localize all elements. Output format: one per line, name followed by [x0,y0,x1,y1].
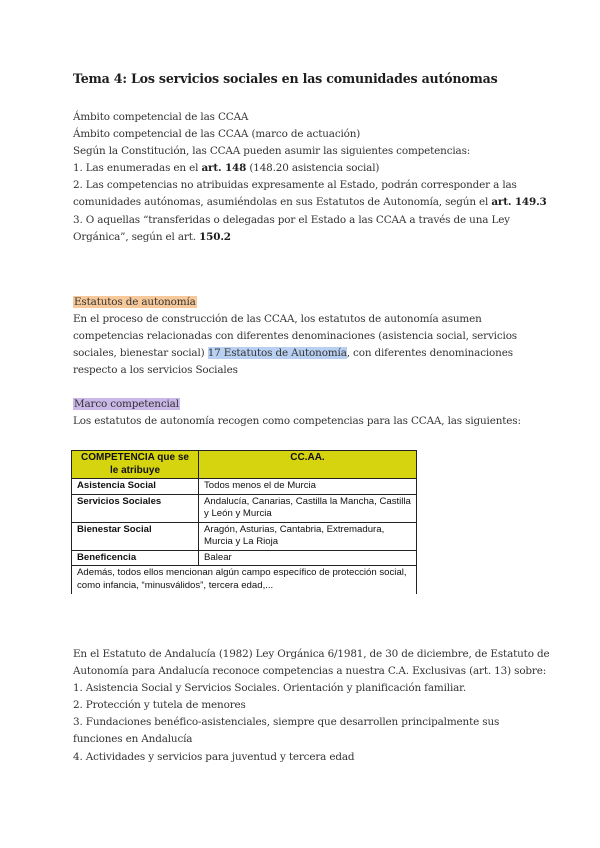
table-header-row [72,451,417,479]
table-row [72,479,417,495]
marco-heading: Marco competencial [74,398,179,410]
ambito-item-1-detail: (148.20 asistencia social) [246,162,380,175]
estatutos-line-1: En el proceso de construcción de las CCAA, los estatutos de autonomía asumen [73,313,482,326]
ambito-section [73,109,547,246]
ambito-item-2b-article: art. 149.3 [491,196,547,209]
ambito-intro: Según la Constitución, las CCAA pueden asumir las siguientes competencias: [73,145,471,158]
ambito-item-2b-text: comunidades autónomas, asumiéndolas en sus Estatutos de Autonomía, según el [73,196,492,209]
estatutos-highlight: 17 Estatutos de Autonomía [207,347,347,360]
estatutos-heading: Estatutos de autonomía [74,296,196,308]
estatutos-line-3-tail: , con diferentes denominaciones [346,347,513,360]
andalucia-item-2: 2. Protección y tutela de menores [73,699,246,712]
table-cell-competencia: Bienestar Social [72,522,199,550]
marco-section [73,396,533,430]
ambito-item-3b [73,229,533,246]
table-cell-competencia: Asistencia Social [72,479,199,495]
ambito-item-3a: 3. O aquellas “transferidas o delegadas por el Estado a las CCAA a través de una Ley [73,213,510,226]
table-row [72,494,417,522]
table-header-ccaa: CC.AA. [199,451,417,479]
ambito-item-2a: 2. Las competencias no atribuidas expresamente al Estado, podrán corresponder a las [73,179,517,192]
estatutos-heading-line [73,294,533,311]
ambito-item-1 [73,160,533,177]
ambito-item-3b-text: Orgánica”, según el art. [73,230,200,243]
table-cell-ccaa: Balear [199,550,417,566]
estatutos-line-3-text: sociales, bienestar social) [73,347,208,360]
estatutos-line-2: competencias relacionadas con diferentes denominaciones (asistencia social, servicios [73,330,517,343]
ambito-item-1-text: 1. Las enumeradas en el [73,162,202,175]
ambito-item-1-article: art. 148 [201,162,247,175]
table-note-row [72,566,417,595]
estatutos-line-4: respecto a los servicios Sociales [73,364,238,377]
table-header-competencia: COMPETENCIA que se le atribuye [72,451,199,479]
table-cell-ccaa: Todos menos el de Murcia [199,479,417,495]
andalucia-item-3b: funciones en Andalucía [73,733,193,746]
ambito-subheading: Ámbito competencial de las CCAA (marco de actuación) [73,128,361,141]
estatutos-line-3 [73,345,533,362]
ambito-heading: Ámbito competencial de las CCAA [73,111,249,123]
andalucia-item-3a: 3. Fundaciones benéfico-asistenciales, siempre que desarrollen principalmente sus [73,716,500,729]
marco-line-1: Los estatutos de autonomía recogen como competencias para las CCAA, las siguientes: [73,415,521,428]
andalucia-item-4: 4. Actividades y servicios para juventud y tercera edad [73,750,355,763]
table-row [72,550,417,566]
table-row [72,522,417,550]
competencias-table [71,450,417,594]
ambito-item-2b [73,194,547,211]
andalucia-line-2: Autonomía para Andalucía reconoce competencias a nuestra C.A. Exclusivas (art. 13) sobre: [73,665,547,678]
estatutos-section [73,294,533,379]
andalucia-item-1: 1. Asistencia Social y Servicios Sociales. Orientación y planificación familiar. [73,682,466,695]
andalucia-section [73,646,550,766]
table-cell-ccaa: Andalucía, Canarias, Castilla la Mancha, Castilla y León y Murcia [199,494,417,522]
table-cell-competencia: Servicios Sociales [72,494,199,522]
andalucia-line-1: En el Estatuto de Andalucía (1982) Ley Orgánica 6/1981, de 30 de diciembre, de Estatuto de [73,648,550,660]
page-title: Tema 4: Los servicios sociales en las comunidades autónomas [73,71,498,86]
table-cell-competencia: Beneficencia [72,550,199,566]
marco-heading-line [73,396,533,413]
ambito-item-3b-article: 150.2 [199,230,231,243]
table-cell-ccaa: Aragón, Asturias, Cantabria, Extremadura, Murcia y La Rioja [199,522,417,550]
table-note: Además, todos ellos mencionan algún campo específico de protección social, como infancia, “minusválidos”, tercera edad,... [72,566,417,595]
